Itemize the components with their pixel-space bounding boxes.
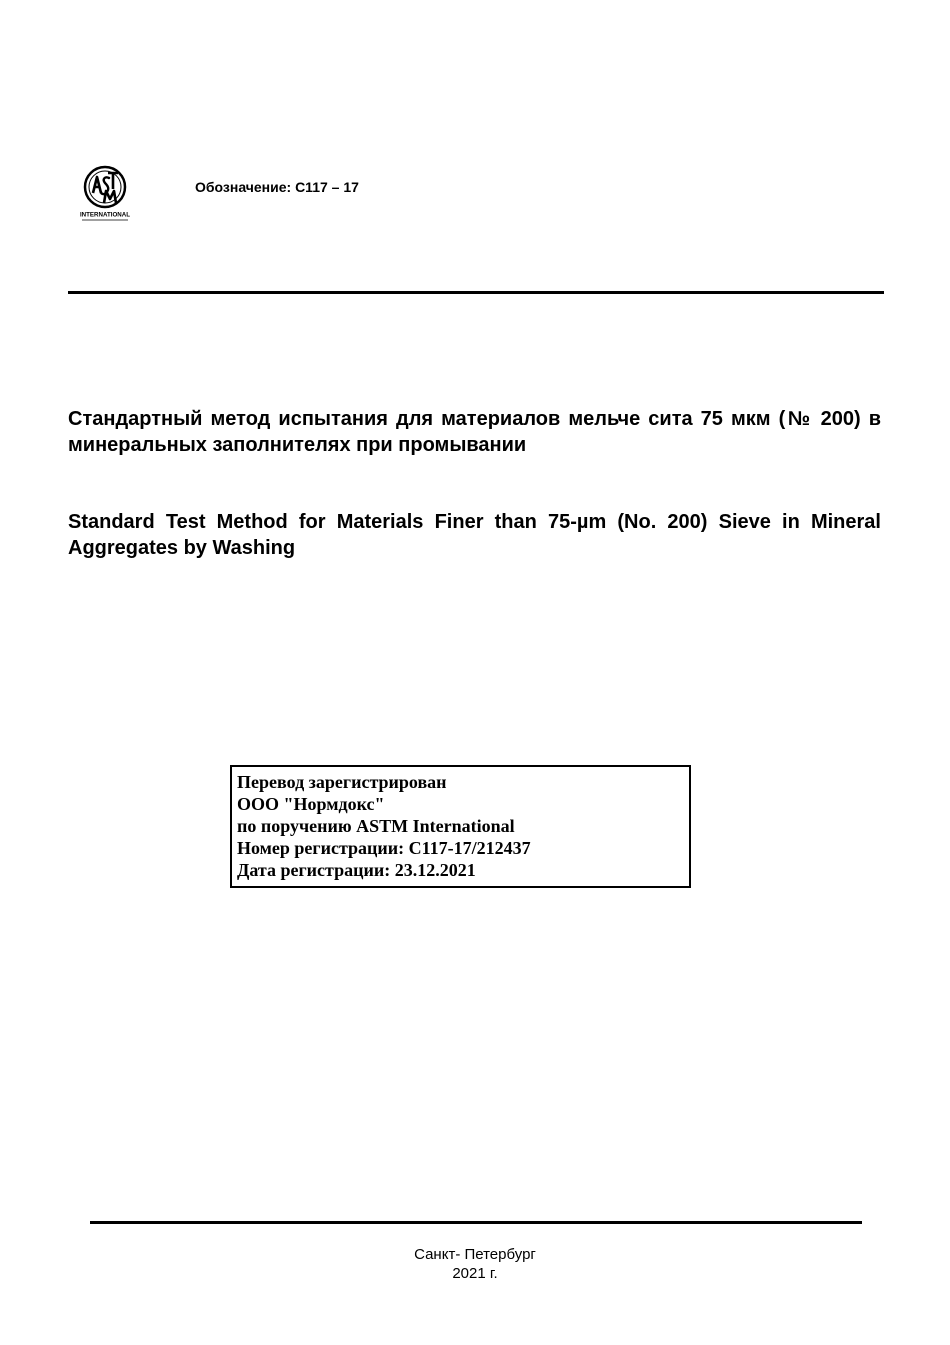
footer-city: Санкт- Петербург bbox=[414, 1246, 536, 1263]
svg-text:INTERNATIONAL: INTERNATIONAL bbox=[79, 211, 131, 219]
registration-box bbox=[230, 765, 691, 888]
astm-logo bbox=[78, 163, 134, 223]
footer-divider bbox=[90, 1221, 862, 1224]
title-english: Standard Test Method for Materials Finer than 75-µm (No. 200) Sieve in Mineral Aggregates by Washing bbox=[68, 511, 881, 559]
registration-date: Дата регистрации: 23.12.2021 bbox=[237, 860, 476, 880]
registration-line: по поручению ASTM International bbox=[237, 816, 515, 836]
registration-line: ООО "Нормдокс" bbox=[237, 794, 385, 814]
registration-line: Перевод зарегистрирован bbox=[237, 772, 447, 792]
header-divider bbox=[68, 291, 884, 294]
footer-year: 2021 г. bbox=[452, 1265, 498, 1282]
registration-number: Номер регистрации: C117-17/212437 bbox=[237, 838, 531, 858]
document-designation: Обозначение: C117 – 17 bbox=[195, 179, 359, 195]
title-russian: Стандартный метод испытания для материалов мельче сита 75 мкм (№ 200) в минеральных заполнителях при промывании bbox=[68, 408, 881, 456]
astm-logo-icon bbox=[78, 163, 134, 223]
